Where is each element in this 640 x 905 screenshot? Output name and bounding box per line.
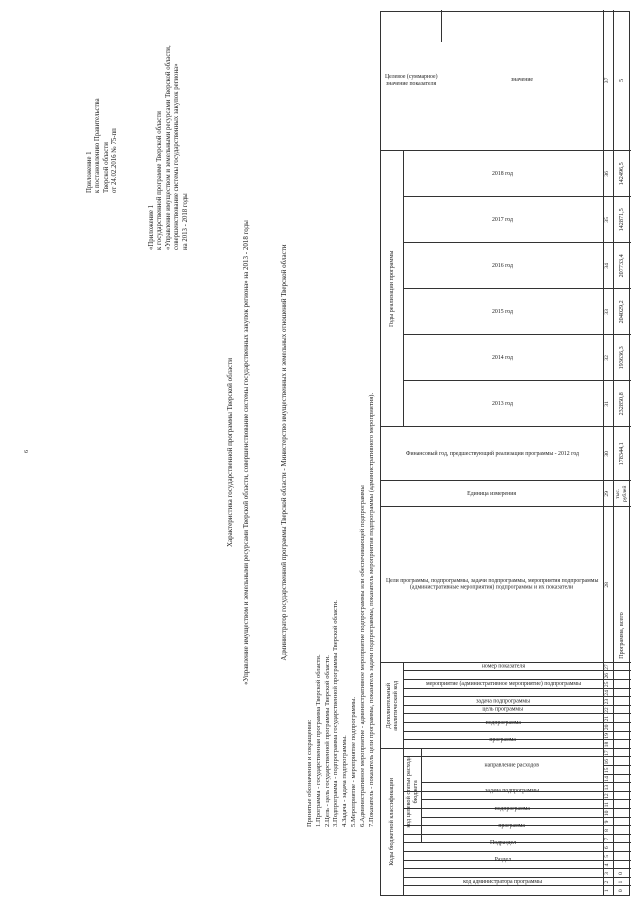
year-header-text: 2018 год [492,170,514,177]
column-number: 35 [604,217,611,223]
column-number: 12 [604,793,611,799]
add-subprogram-header-text: подпрограмма [485,719,521,726]
add-program-header-text: программа [489,736,517,743]
row-code: 0 [618,889,625,893]
target-value-header-text: Целевое (суммарное) значение показателя [384,73,438,87]
year-header-text: 2015 год [492,308,514,315]
appendix-line: к постановлению Правительства [94,98,102,193]
column-number: 4 [604,863,611,867]
add-indicator-number-header [403,663,603,672]
add-task-header-text: задача подпрограммы [476,698,530,705]
column-number: 34 [604,263,611,269]
column-number: 32 [604,355,611,361]
column-number: 2 [604,880,611,884]
add-program-header [403,732,603,749]
add-event-header-text: мероприятие (административное мероприятие) подпрограммы [425,681,581,688]
column-number: 16 [604,758,611,765]
abbreviation-item: 5.Мероприятие - мероприятие подпрограммы. [349,697,357,827]
add-subprogram-header [403,714,603,731]
code-subprogram-header [421,800,603,817]
year-header [403,151,603,197]
target-value-subheader [441,10,603,151]
row-unit: тыс. рублей [614,485,628,503]
unit-column-header-text: Единица измерения [467,490,517,497]
document-title: Характеристика государственной программы Тверской области [226,357,234,548]
unit-column-header [381,481,603,507]
add-goal-header [403,706,603,715]
column-number: 18 [604,741,611,748]
code-task-header-text: задача подпрограммы [485,788,539,795]
row-value-year: 204029,2 [618,300,626,324]
column-number: 24 [604,690,611,696]
program-characteristics-table [380,11,630,896]
abbreviations-header: Принятые обозначения и сокращения: [306,719,313,827]
column-number: 13 [604,784,611,791]
year-header [403,289,603,335]
fin-2012-header-text: Финансовый год, предшествующий реализации программы - 2012 год [405,450,579,457]
add-indicator-number-header-text: номер показателя [481,663,525,670]
row-code: 0 [618,872,625,875]
column-number: 10 [604,810,611,817]
column-number: 27 [604,664,611,670]
year-header-text: 2014 год [492,354,514,361]
row-name: Программа, всего [618,612,626,659]
column-number: 7 [604,837,611,841]
document-subtitle: «Управление имуществом и земельными ресурсами Тверской области, совершенствование системы государственных закупок региона» на 2013 - 2018 годы [242,220,250,685]
administrator-line: Администратор государственной программы Тверской области - Министерство имущественных и земельных отношений Тверской области [280,244,288,661]
page-number: 6 [24,450,30,453]
code-direction-header-text: направление расходов [484,762,540,769]
admin-code-header [403,869,603,895]
target-value-header [381,10,441,151]
column-number: 33 [604,309,611,315]
column-number: 25 [604,681,611,688]
code-direction-header [421,749,603,783]
row-value-year: 207733,4 [618,254,626,278]
column-number: 29 [604,491,611,497]
additional-code-header: Дополнительный аналитический код [384,680,399,731]
year-header [403,381,603,427]
year-header-text: 2017 год [492,216,514,223]
row-code: 1 [618,880,625,884]
appendix-line: на 2013 - 2018 годы [181,193,189,250]
appendix-line: «Управление имуществом и земельными ресурсами Тверской области, [164,45,172,250]
column-number: 20 [604,724,611,731]
column-number: 21 [604,715,611,722]
years-header: Годы реализации программы [388,250,396,328]
abbreviation-item: 4.Задача - задача подпрограммы. [341,735,349,827]
code-task-header [421,783,603,800]
abbreviation-item: 7.Показатель - показатель цели программы, показатель задачи подпрограммы, показатель мероприятия подпрограммы (административного мероприятия). [367,392,375,827]
add-event-header [403,671,603,697]
column-number: 37 [604,77,611,84]
column-number: 17 [604,750,611,756]
appendix-line: к государственной программе Тверской области [156,111,164,250]
year-header [403,243,603,289]
column-number: 11 [604,802,611,808]
abbreviation-item: 1.Программа - государственная программа Тверской области. [314,654,322,827]
column-number: 36 [604,171,611,177]
row-value-year: 193636,3 [618,346,626,370]
year-header [403,197,603,243]
column-number: 5 [604,854,611,858]
row-value-year: 232850,8 [618,392,626,416]
code-program-header-text: программа [498,822,526,829]
name-column-header-text: Цели программы, подпрограммы, задачи подпрограммы, мероприятия подпрограммы (административные мероприятия) подпрограммы и их показатели [385,578,599,591]
appendix-line: от 24.02.2016 № 75-пп [111,128,119,193]
target-value-subheader-text: значение [511,77,533,84]
column-number: 15 [604,767,611,774]
column-number: 8 [604,829,611,832]
abbreviation-item: 3.Подпрограмма - подпрограмма государственной программы Тверской области. [332,600,340,827]
column-number: 22 [604,707,611,713]
subsection-header-text: Подраздел [490,840,516,847]
year-header-text: 2013 год [492,400,514,407]
appendix-line: Приложение 1 [86,151,93,193]
abbreviations-block [306,393,376,827]
abbreviation-item: 6.Административное мероприятие - административное мероприятие подпрограммы или обеспечивающей подпрограммы [358,485,366,827]
row-target-value: 5 [618,78,626,82]
column-number: 31 [604,401,611,407]
year-header [403,335,603,381]
year-header-text: 2016 год [492,262,514,269]
row-value-2012: 178344,1 [618,442,626,466]
code-subprogram-header-text: подпрограмма [494,805,530,812]
add-goal-header-text: цель программы [482,706,524,713]
appendix-inner-header [148,45,190,250]
column-number: 30 [604,451,611,457]
column-number: 9 [604,820,611,824]
column-number: 3 [604,872,611,875]
add-task-header [403,697,603,706]
section-header [403,852,603,869]
appendix-line: «Приложение 1 [148,205,155,250]
budget-codes-header: Коды бюджетной классификации [388,778,396,866]
code-program-header [421,818,603,835]
column-number: 1 [604,889,611,893]
column-number: 28 [604,582,611,588]
appendix-header [86,98,120,193]
row-value-year: 142496,5 [618,162,626,186]
subsection-header [403,835,603,852]
admin-code-header-text: код администратора программы [463,878,543,885]
name-column-header [381,507,603,663]
appendix-line: совершенствование системы государственных закупок региона» [173,63,181,250]
fin-2012-header [381,427,603,481]
row-value-year: 142871,5 [618,208,626,232]
column-number: 14 [604,776,611,782]
abbreviation-item: 2.Цель - цель государственной программы Тверской области. [323,655,331,827]
target-article-header: код целевой статьи расхода бюджета [404,755,419,828]
column-number: 23 [604,698,611,705]
column-number: 26 [604,672,611,679]
section-header-text: Раздел [494,857,512,864]
appendix-line: Тверской области [102,142,110,193]
column-number: 19 [604,733,611,739]
column-number: 6 [604,846,611,850]
